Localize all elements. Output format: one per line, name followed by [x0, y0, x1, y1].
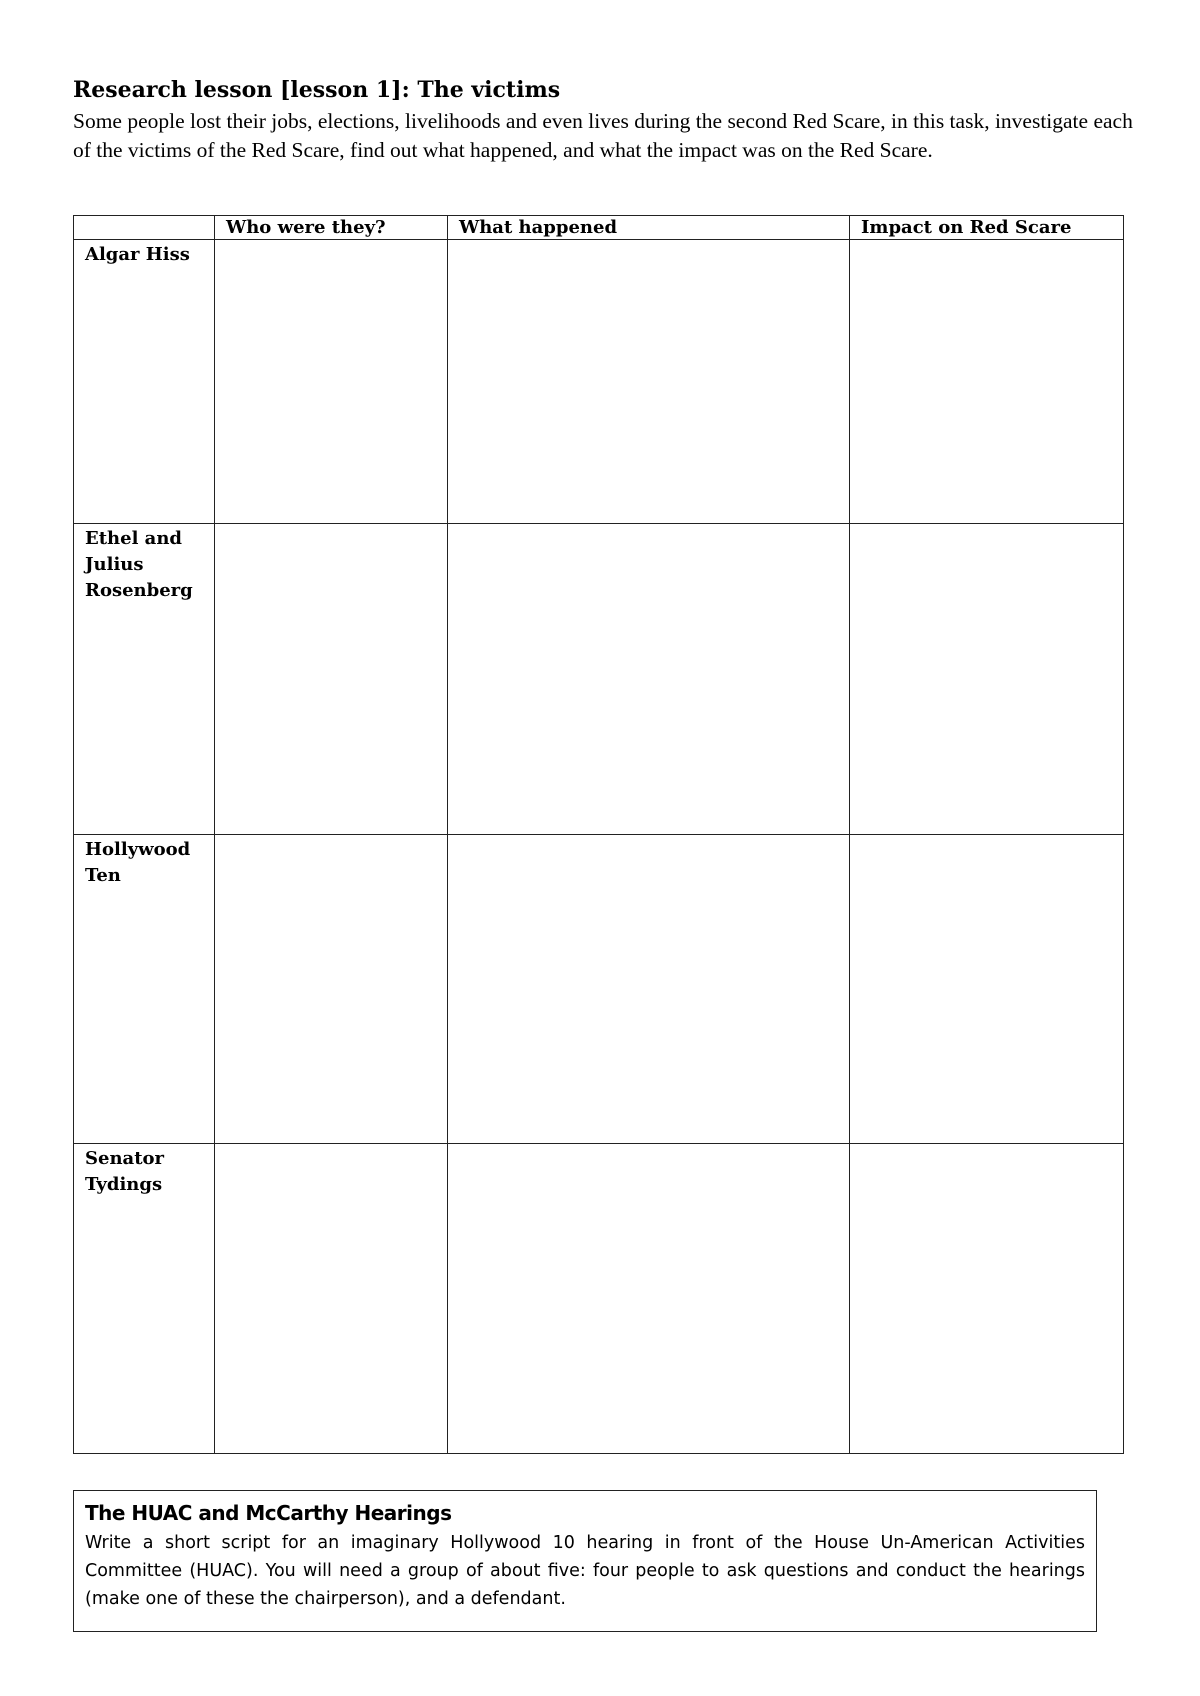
victims-table — [73, 215, 1124, 1454]
intro-paragraph: Some people lost their jobs, elections, livelihoods and even lives during the second Red Scare, in this task, investigate each of the victims of the Red Scare, find out what happened, and what the impact was on the Red Scare. — [73, 109, 1133, 162]
header-impact: Impact on Red Scare — [850, 216, 1124, 240]
impact-cell[interactable] — [850, 524, 1124, 835]
table-header-row — [74, 216, 1124, 240]
header-who: Who were they? — [215, 216, 448, 240]
table-row — [74, 1144, 1124, 1454]
huac-task-body: Write a short script for an imaginary Hollywood 10 hearing in front of the House Un-American Activities Committee (HUAC). You will need a group of about five: four people to ask questions and conduct the hearings (make one of these the chairperson), and a defendant. — [85, 1533, 1085, 1609]
header-blank — [74, 216, 215, 240]
impact-cell[interactable] — [850, 1144, 1124, 1454]
huac-task-box — [73, 1490, 1097, 1632]
impact-cell[interactable] — [850, 835, 1124, 1144]
who-cell[interactable] — [215, 240, 448, 524]
victim-name-cell: Hollywood Ten — [74, 835, 215, 1144]
what-cell[interactable] — [448, 835, 850, 1144]
who-cell[interactable] — [215, 835, 448, 1144]
who-cell[interactable] — [215, 524, 448, 835]
header-what: What happened — [448, 216, 850, 240]
page-heading: Research lesson [lesson 1]: The victims — [73, 77, 561, 103]
huac-task-title: The HUAC and McCarthy Hearings — [85, 1501, 452, 1525]
what-cell[interactable] — [448, 524, 850, 835]
victim-name-cell: Algar Hiss — [74, 240, 215, 524]
victim-name-cell: Ethel and Julius Rosenberg — [74, 524, 215, 835]
who-cell[interactable] — [215, 1144, 448, 1454]
impact-cell[interactable] — [850, 240, 1124, 524]
table-row — [74, 835, 1124, 1144]
victim-name-cell: Senator Tydings — [74, 1144, 215, 1454]
table-row — [74, 524, 1124, 835]
what-cell[interactable] — [448, 240, 850, 524]
table-row — [74, 240, 1124, 524]
what-cell[interactable] — [448, 1144, 850, 1454]
